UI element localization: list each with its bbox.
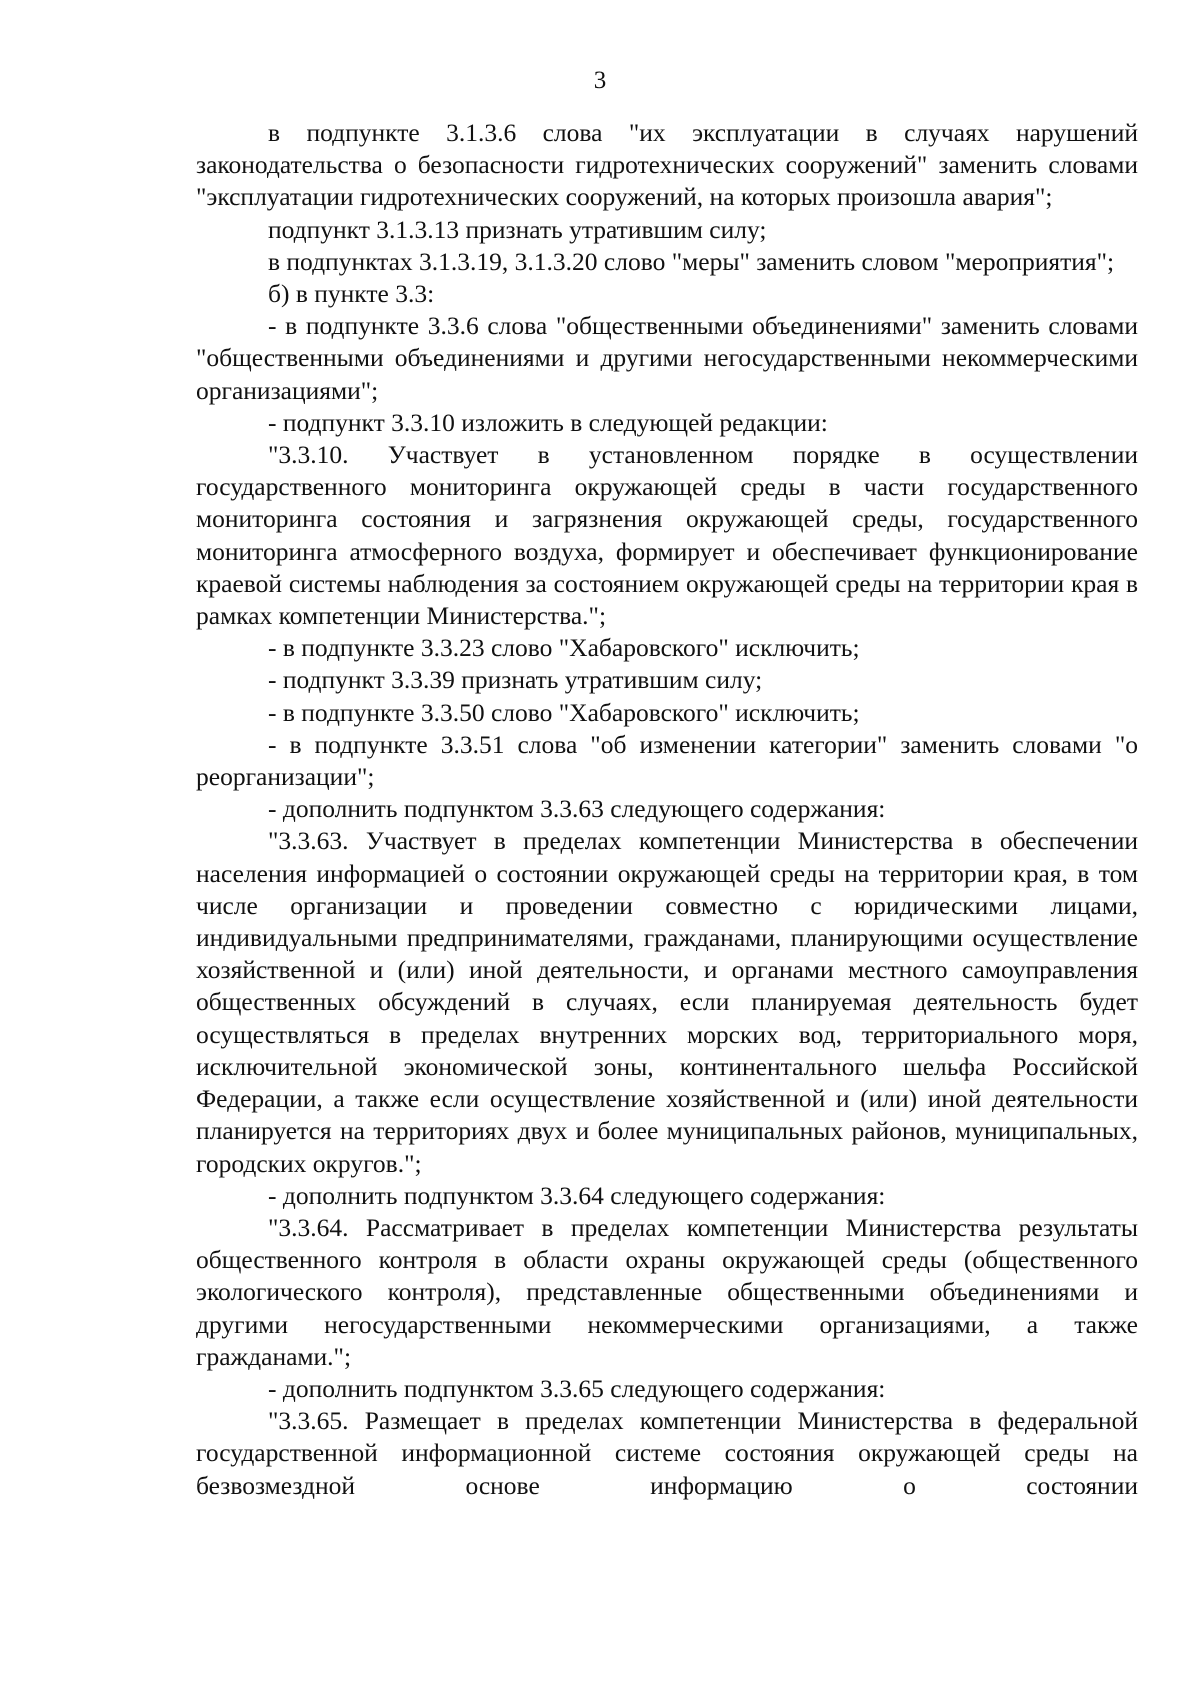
paragraph: в подпунктах 3.1.3.19, 3.1.3.20 слово "меры" заменить словом "мероприятия"; <box>268 246 1115 276</box>
paragraph: б) в пункте 3.3: <box>268 279 435 309</box>
document-body <box>196 117 1138 1502</box>
paragraph: в подпункте 3.1.3.6 слова "их эксплуатации в случаях нарушений законодательства о безопасности гидротехнических сооружений" заменить словами "эксплуатации гидротехнических сооружений, на которых произошла авария"; <box>196 118 1138 212</box>
page-number: 3 <box>593 67 607 94</box>
paragraph: - в подпункте 3.3.6 слова "общественными объединениями" заменить словами "общественными объединениями и другими негосударственными некоммерческими организациями"; <box>196 311 1138 405</box>
paragraph: - подпункт 3.3.39 признать утратившим силу; <box>268 665 763 695</box>
paragraph: - дополнить подпунктом 3.3.63 следующего содержания: <box>268 794 886 824</box>
paragraph: - дополнить подпунктом 3.3.65 следующего содержания: <box>268 1373 886 1403</box>
paragraph: - дополнить подпунктом 3.3.64 следующего содержания: <box>268 1180 886 1210</box>
paragraph: "3.3.63. Участвует в пределах компетенции Министерства в обеспечении населения информацией о состоянии окружающей среды на территории края, в том числе организации и проведении совместно с юридическими лицами, индивидуальными предпринимателями, гражданами, планирующими осуществление хозяйственной и (или) иной деятельности, и органами местного самоуправления общественных обсуждений в случаях, если планируемая деятельность будет осуществляться в пределах внутренних морских вод, территориального моря, исключительной экономической зоны, континентального шельфа Российской Федерации, а также если осуществление хозяйственной и (или) иной деятельности планируется на территориях двух и более муниципальных районов, муниципальных, городских округов."; <box>196 826 1138 1178</box>
paragraph: подпункт 3.1.3.13 признать утратившим силу; <box>268 214 767 244</box>
paragraph: "3.3.65. Размещает в пределах компетенции Министерства в федеральной государственной информационной системе состояния окружающей среды на безвозмездной основе информацию о состоянии <box>196 1406 1138 1500</box>
paragraph: - в подпункте 3.3.50 слово "Хабаровского" исключить; <box>268 697 860 727</box>
paragraph: - подпункт 3.3.10 изложить в следующей редакции: <box>268 407 828 437</box>
paragraph: - в подпункте 3.3.51 слова "об изменении категории" заменить словами "о реорганизации"; <box>196 729 1138 792</box>
paragraph: "3.3.64. Рассматривает в пределах компетенции Министерства результаты общественного контроля в области охраны окружающей среды (общественного экологического контроля), представленные общественными объединениями и другими негосударственными некоммерческими организациями, а также гражданами."; <box>196 1212 1138 1371</box>
paragraph: - в подпункте 3.3.23 слово "Хабаровского" исключить; <box>268 633 860 663</box>
paragraph: "3.3.10. Участвует в установленном порядке в осуществлении государственного мониторинга окружающей среды в части государственного мониторинга состояния и загрязнения окружающей среды, государственного мониторинга атмосферного воздуха, формирует и обеспечивает функционирование краевой системы наблюдения за состоянием окружающей среды на территории края в рамках компетенции Министерства."; <box>196 440 1138 631</box>
